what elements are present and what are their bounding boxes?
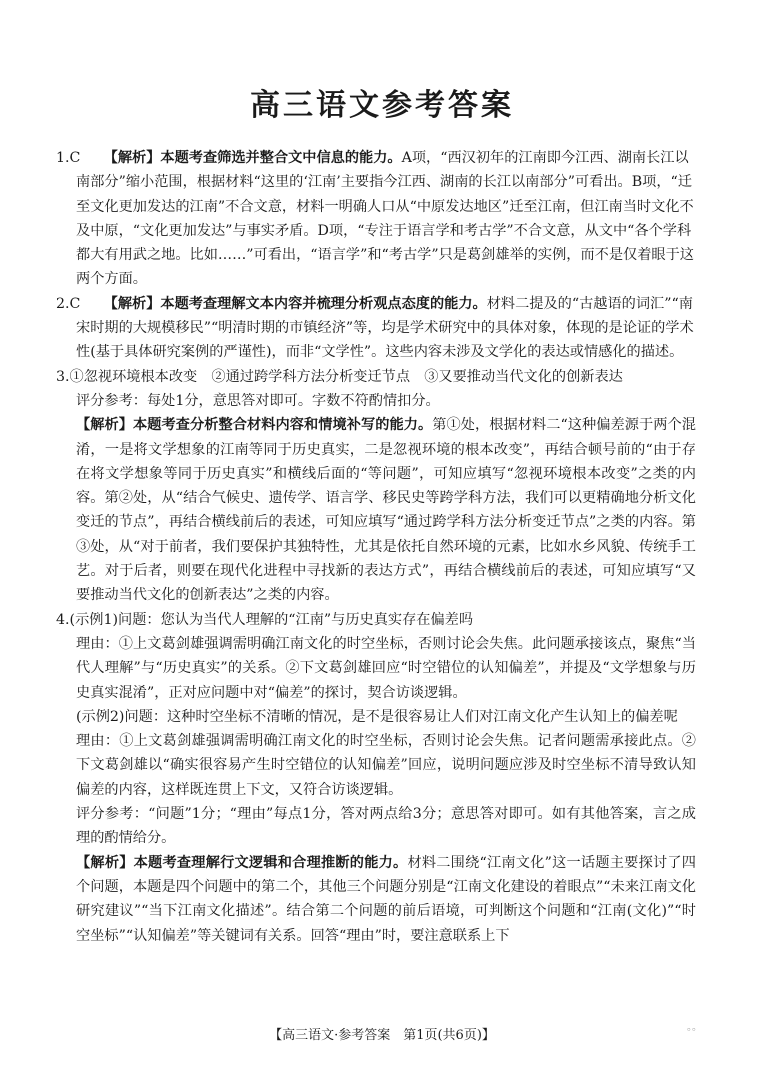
analysis-text: 第①处，根据材料二“这种偏差源于两个混淆，一是将文学想象的江南等同于历史真实，二是忽视环境的根本改变”，再结合顿号前的“由于存在将文学想象等同于历史真实”和横线后面的“等问题”，可知应填写“忽视环境根本改变”之类的内容。第②处，从“结合气候史、遗传学、语言学、移民史等跨学科方法，我们可以更精确地分析文化变迁的节点”，再结合横线前后的表述，可知应填写“通过跨学科方法分析变迁节点”之类的内容。第③处，从“对于前者，我们要保护其独特性，尤其是依托自然环境的元素，比如水乡风貌、传统手工艺。对于后者，则要在现代化进程中寻找新的表达方式”，再结合横线前后的表述，可知应填写“又要推动当代文化的创新表达”之类的内容。 [76,417,696,604]
analysis-tag: 【解析】本题考查筛选并整合文中信息的能力。 [103,150,402,166]
example-1-question [56,608,696,632]
answer-line [56,365,696,389]
footer-mark: 。。 [687,1022,702,1033]
analysis-paragraph [56,851,696,948]
answer-text: ①忽视环境根本改变 ②通过跨学科方法分析变迁节点 ③又要推动当代文化的创新表达 [69,368,623,385]
analysis-tag: 【解析】本题考查分析整合材料内容和情境补写的能力。 [76,417,433,434]
analysis-text: A项，“西汉初年的江南即今江西、湖南长江以南部分”缩小范围，根据材料“这里的‘江南’主要指今江西、湖南的长江以南部分”可看出。B项，“迁至文化更加发达的江南”不合文意，材料一明确人口从“中原发达地区”迁至江南，但江南当时文化不及中原，“文化更加发达”与事实矛盾。D项，“专注于语言学和考古学”不合文意，从文中“各个学科都大有用武之地。比如……”可看出，“语言学”和“考古学”只是葛剑雄举的实例，而不是仅着眼于这两个方面。 [76,150,694,288]
answer-number: 3. [56,368,70,385]
scoring-reference: 评分参考：“问题”1分；“理由”每点1分，答对两点给3分；意思答对即可。如有其他答案，言之成理的酌情给分。 [76,806,696,847]
answer-item-1 [56,146,696,292]
analysis-tag: 【解析】本题考查理解文本内容并梳理分析观点态度的能力。 [103,295,487,312]
scoring-reference: 评分参考：每处1分，意思答对即可。字数不符酌情扣分。 [76,392,440,409]
answer-number: 4. [56,611,70,628]
analysis-paragraph [56,413,696,607]
page-title: 高三语文参考答案 [250,88,514,123]
example-2-reason: 理由：①上文葛剑雄强调需明确江南文化的时空坐标，否则讨论会失焦。记者问题需承接此点。②下文葛剑雄以“确实很容易产生时空错位的认知偏差”回应，说明问题应涉及时空坐标不清导致认知偏差的内容，这样既连贯上下文，又符合访谈逻辑。 [76,733,696,798]
example-question-text: (示例1)问题：您认为当代人理解的“江南”与历史真实存在偏差吗 [69,611,474,628]
example-2-question: (示例2)问题：这种时空坐标不清晰的情况，是不是很容易让人们对江南文化产生认知上的偏差呢 [76,708,678,725]
answer-number: 1.C [56,150,81,166]
answer-item-4 [56,608,696,948]
example-1-reason: 理由：①上文葛剑雄强调需明确江南文化的时空坐标，否则讨论会失焦。此问题承接该点，聚焦“当代人理解”与“历史真实”的关系。②下文葛剑雄回应“时空错位的认知偏差”，并提及“文学想象与历史真实混淆”，正对应问题中对“偏差”的探讨，契合访谈逻辑。 [76,635,696,701]
answer-item-3 [56,365,696,608]
answer-content [56,146,696,948]
analysis-tag: 【解析】本题考查理解行文逻辑和合理推断的能力。 [76,854,408,871]
analysis-text: 材料二围绕“江南文化”这一话题主要探讨了四个问题，本题是四个问题中的第二个，其他三个问题分别是“江南文化建设的着眼点”“未来江南文化研究建议”“当下江南文化描述”。结合第二个问题的前后语境，可判断这个问题和“江南(文化)”“时空坐标”“认知偏差”等关键词有关系。回答“理由”时，要注意联系上下 [76,854,696,944]
page-footer: 【高三语文·参考答案 第1页(共6页)】 [269,1028,495,1043]
answer-item-2 [56,292,696,365]
answer-number: 2.C [56,295,81,312]
analysis-text: 材料二提及的“古越语的词汇”“南宋时期的大规模移民”“明清时期的市镇经济”等，均是学术研究中的具体对象，体现的是论证的学术性(基于具体研究案例的严谨性)，而非“文学性”。这些内容未涉及文学化的表达或情感化的描述。 [76,295,694,361]
